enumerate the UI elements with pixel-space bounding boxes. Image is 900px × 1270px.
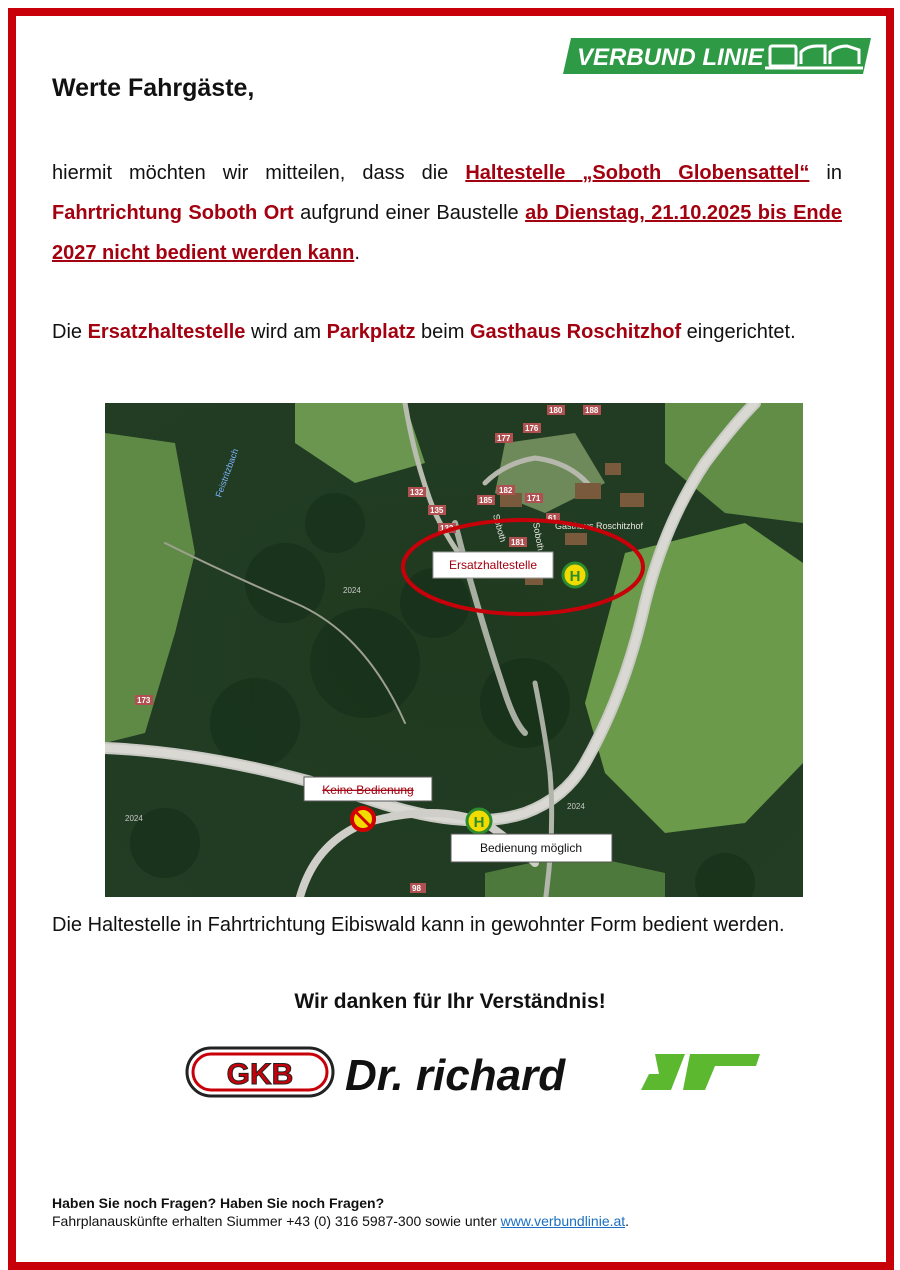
house-number: 171 [527,494,541,503]
parking-word: Parkplatz [326,321,416,343]
no-service-label: Keine Bedienung [322,783,414,797]
footer-info-suffix: . [625,1213,630,1229]
elevation-label: 2024 [567,802,585,811]
continuation-paragraph: Die Haltestelle in Fahrtrichtung Eibiswald kann in gewohnter Form bedient werden. [52,914,785,936]
intro-text-2: in [809,162,843,184]
house-number: 98 [412,884,421,893]
dr-richard-logo [345,1051,760,1100]
replacement-stop-word: Ersatzhaltestelle [87,321,246,343]
operator-logos [185,1044,765,1100]
replacement-text-4: eingerichtet. [681,321,796,343]
intro-paragraph [52,153,842,273]
replacement-text-3: beim [415,321,470,343]
website-link[interactable]: www.verbundlinie.at [500,1213,626,1229]
place-label: Gasthaus Roschitzhof [555,521,644,531]
house-number: 185 [479,496,493,505]
elevation-label: 2024 [125,814,143,823]
service-possible-label: Bedienung möglich [479,841,583,855]
stop-name: Haltestelle „Soboth Globensattel“ [465,162,810,184]
aerial-map [105,403,803,897]
no-service-stop-icon [351,807,375,831]
house-number: 132 [410,488,424,497]
house-number: 133 [440,524,454,533]
footer-info [52,1212,629,1230]
gkb-logo-text: GKB [226,1058,294,1091]
dr-richard-logo-text: Dr. richard [345,1051,566,1100]
bus-stop-letter: H [569,568,581,585]
replacement-label: Ersatzhaltestelle [448,558,538,572]
thanks-text: Wir danken für Ihr Verständnis! [294,990,606,1013]
stream-label: Feistritzbach [213,447,241,499]
footer-info-text: Fahrplanauskünfte erhalten Siummer +43 (0) 316 5987-300 sowie unter [52,1213,501,1229]
greeting: Werte Fahrgäste, [52,74,255,102]
house-number: 135 [430,506,444,515]
footer [52,1194,629,1230]
replacement-text-1: Die [52,321,88,343]
gkb-logo [187,1048,333,1096]
bus-stop-icon [563,563,587,587]
intro-text-4: . [354,242,360,264]
house-number: 61 [548,514,557,523]
bus-stop-letter: H [473,814,485,831]
bus-stop-icon [467,809,491,833]
house-number: 181 [511,538,525,547]
replacement-text-2: wird am [245,321,327,343]
house-number: 188 [585,406,599,415]
footer-question: Haben Sie noch Fragen? Haben Sie noch Fragen? [52,1195,385,1211]
verbund-linie-logo [563,38,871,74]
replacement-paragraph [52,312,842,352]
house-number: 180 [549,406,563,415]
road-label: Soboth [491,512,509,544]
closure-period: ab Dienstag, 21.10.2025 bis Ende 2027 nicht bedient werden kann [52,202,842,264]
road-label: Soboth [531,521,546,552]
house-number: 176 [525,424,539,433]
intro-text-3: aufgrund einer Baustelle [293,202,526,224]
elevation-label: 2024 [343,586,361,595]
brand-name: VERBUND LINIE [577,44,764,71]
intro-text-1: hiermit möchten wir mitteilen, dass die [52,162,466,184]
house-number: 182 [499,486,513,495]
inn-name: Gasthaus Roschitzhof [469,321,682,343]
house-number: 173 [137,696,151,705]
house-number: 177 [497,434,511,443]
direction: Fahrtrichtung Soboth Ort [52,202,294,224]
